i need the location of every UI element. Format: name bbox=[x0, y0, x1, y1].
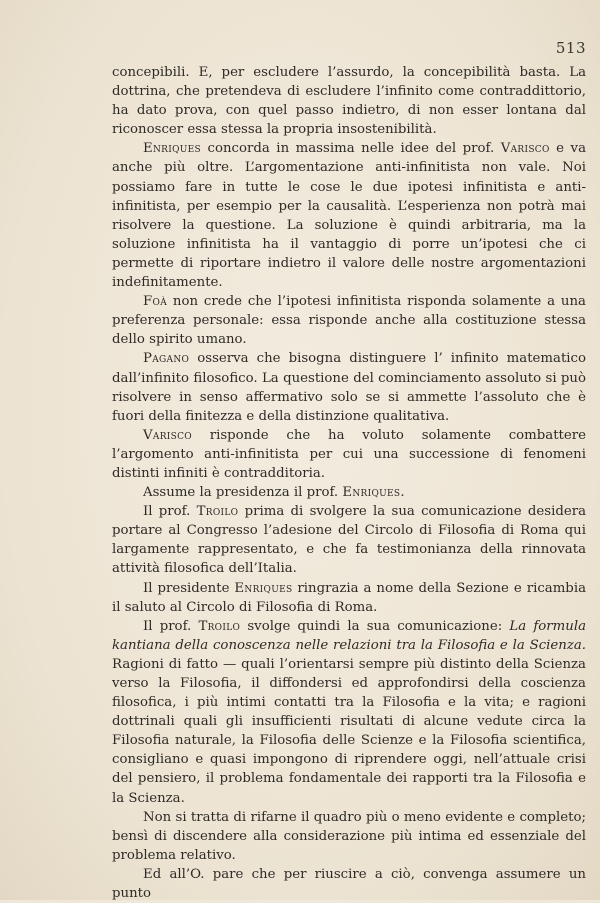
paragraph bbox=[112, 808, 586, 865]
text-run: prima di svolgere la sua comunicazione desidera portare al Congresso l’adesione del Circolo di Filosofia di Roma qui largamente rappresentato, e che fa testimonianza della rinnovata attività filosofica dell’Italia. bbox=[112, 504, 586, 577]
paragraph bbox=[112, 139, 586, 292]
paragraph bbox=[112, 502, 586, 578]
paragraph bbox=[112, 349, 586, 425]
paragraph bbox=[112, 579, 586, 617]
text-run: Il prof. bbox=[143, 504, 197, 520]
text-run: risponde che ha voluto solamente combattere l’argomento anti-infinitista per cui una successione di fenomeni distinti infiniti è contradditoria. bbox=[112, 427, 586, 481]
text-run: ringrazia a nome della Sezione e ricambia il saluto al Circolo di Filosofia di Roma. bbox=[112, 580, 586, 615]
title-italic: La formula kantiana della conoscenza nelle relazioni tra la Filosofia e la Scienza. bbox=[112, 618, 587, 653]
text-run: Ed all’O. pare che per riuscire a ciò, convenga assumere un punto bbox=[112, 866, 586, 902]
text-run: Il prof. bbox=[143, 618, 199, 634]
name-smallcaps: Enriques bbox=[234, 580, 293, 596]
text-run: . bbox=[400, 485, 405, 501]
body-text bbox=[112, 63, 586, 903]
paragraph bbox=[112, 292, 586, 349]
text-run: e va anche più oltre. L’argomentazione anti-infinitista non vale. Noi possiamo fare in tutte le cose le due ipotesi infinitista e anti-infinitista, per esempio per la causalità. L’esperienza non potrà mai risolvere la questione. La soluzione è quindi arbitraria, ma la soluzione infinitista ha il vantaggio di porre un’ipotesi che ci permette di riportare indietro il valore delle nostre argomentazioni indefinitamente. bbox=[112, 141, 586, 291]
name-smallcaps: Varisco bbox=[143, 427, 192, 443]
paragraph bbox=[112, 617, 586, 808]
paragraph bbox=[112, 63, 586, 139]
page-number: 513 bbox=[555, 39, 586, 57]
text-run: Ragioni di fatto — quali l’orientarsi sempre più distinto della Scienza verso la Filosofia, il diffondersi ed approfondirsi della coscienza filosofica, i più intimi contatti tra la Filosofia e la vita; e ragioni dottrinali quali gli insufficienti risultati di alcune vedute circa la Filosofia naturale, la Filosofia delle Scienze e la Filosofia scientifica, consigliano e quasi impongono di riprendere oggi, nell’attuale crisi del pensiero, il problema fondamentale dei rapporti tra la Filosofia e la Scienza. bbox=[112, 656, 586, 806]
text-run: Non si tratta di rifarne il quadro più o meno evidente e completo; bensì di discendere alla considerazione più intima ed essenziale del problema relativo. bbox=[112, 809, 586, 863]
text-run: non crede che l’ipotesi infinitista risponda solamente a una preferenza personale: essa risponde anche alla costituzione stessa dello spirito umano. bbox=[112, 294, 586, 348]
name-smallcaps: Enriques bbox=[143, 141, 202, 157]
text-run: Assume la presidenza il prof. bbox=[143, 485, 343, 501]
text-run: concepibili. E, per escludere l’assurdo, la concepibilità basta. La dottrina, che pretendeva di escludere l’infinito come contraddittorio, ha dato prova, con quel passo indietro, di non esser lontana dal riconoscer essa stessa la propria insostenibilità. bbox=[112, 65, 586, 138]
name-smallcaps: Pagano bbox=[143, 351, 190, 367]
text-run: Il presidente bbox=[143, 580, 235, 596]
paragraph bbox=[112, 483, 586, 502]
text-run: concorda in massima nelle idee del prof. bbox=[201, 141, 501, 157]
paragraph bbox=[112, 865, 586, 903]
name-smallcaps: Enriques bbox=[342, 485, 401, 501]
name-smallcaps: Troilo bbox=[196, 504, 239, 520]
text-run: osserva che bisogna distinguere l’ infinito matematico dall’infinito filosofico. La questione del cominciamento assoluto si può risolvere in senso affermativo solo se si ammette l’assoluto che è fuori della finitezza e della distinzione qualitativa. bbox=[112, 351, 586, 424]
name-smallcaps: Troilo bbox=[198, 618, 241, 634]
paragraph bbox=[112, 426, 586, 483]
text-run: svolge quindi la sua comunicazione: bbox=[240, 618, 510, 634]
name-smallcaps: Foà bbox=[143, 294, 168, 310]
name-smallcaps: Varisco bbox=[500, 141, 550, 157]
